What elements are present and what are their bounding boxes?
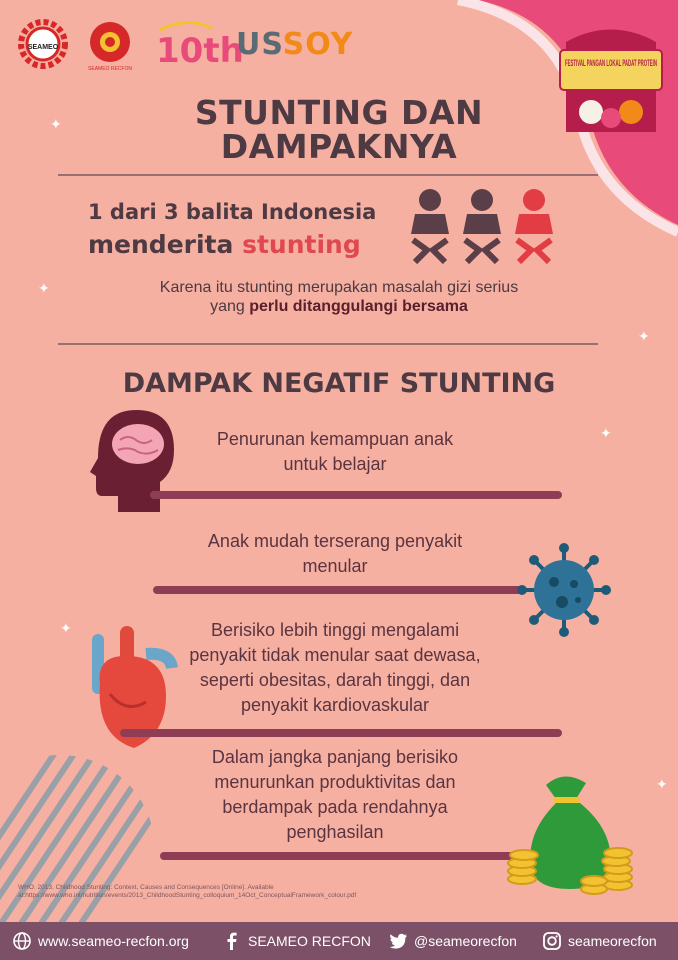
impact-2-line-2: menular <box>302 556 368 576</box>
footer-facebook[interactable] <box>222 931 371 951</box>
sparkle: ✦ <box>50 116 62 132</box>
impact-1-line-2: untuk belajar <box>283 454 387 474</box>
seameo-logo <box>18 19 68 69</box>
twitter-link[interactable]: @seameorecfon <box>414 933 517 949</box>
logo-row <box>18 14 353 74</box>
subtitle <box>0 278 678 316</box>
sparkle: ✦ <box>38 280 50 296</box>
tenth-logo-text: 10th <box>156 31 244 71</box>
stat-highlight: stunting <box>242 230 361 259</box>
impact-2-text <box>170 529 500 579</box>
impact-3-line-4: penyakit kardiovaskular <box>240 695 430 715</box>
stat-text: menderita <box>88 230 243 259</box>
seameo-logo-text: SEAMEO <box>27 44 59 51</box>
tenth-anniversary-logo <box>152 16 244 72</box>
stat-line-2 <box>88 230 361 259</box>
divider-top <box>58 174 598 176</box>
title-line-2: DAMPAKNYA <box>220 127 458 166</box>
impact-4-line-4: penghasilan <box>286 822 384 842</box>
sparkle: ✦ <box>60 620 72 636</box>
recfon-logo <box>82 16 138 72</box>
impact-3-text <box>160 618 510 718</box>
us-text: US <box>236 26 283 62</box>
soy-text: SOY <box>282 26 354 62</box>
impact-3-bar <box>120 729 562 737</box>
instagram-link[interactable]: seameorecfon <box>568 933 657 949</box>
facebook-link[interactable]: SEAMEO RECFON <box>248 933 371 949</box>
twitter-icon <box>388 931 408 951</box>
divider-middle <box>58 343 598 345</box>
page-title <box>0 93 678 166</box>
babies-icon <box>405 188 560 268</box>
impact-2-line-1: Anak mudah terserang penyakit <box>207 531 463 551</box>
virus-icon <box>516 542 612 638</box>
impact-4-line-1: Dalam jangka panjang berisiko <box>211 747 459 767</box>
subtitle-emphasis: perlu ditanggulangi bersama <box>249 298 468 315</box>
instagram-icon <box>542 931 562 951</box>
impact-4-line-3: berdampak pada rendahnya <box>222 797 448 817</box>
impact-3-line-3: seperti obesitas, darah tinggi, dan <box>199 670 471 690</box>
stripe-decoration <box>0 755 160 945</box>
impact-4-text <box>170 745 500 845</box>
impact-1-line-1: Penurunan kemampuan anak <box>216 429 454 449</box>
impact-3-line-1: Berisiko lebih tinggi mengalami <box>210 620 460 640</box>
footer-instagram[interactable] <box>542 931 657 951</box>
footer <box>0 922 678 960</box>
impact-1-bar <box>150 491 562 499</box>
globe-icon <box>12 931 32 951</box>
impact-2-bar <box>153 586 523 594</box>
festival-text: FESTIVAL PANGAN LOKAL PADAT PROTEIN <box>565 58 657 68</box>
title-line-1: STUNTING DAN <box>194 93 484 132</box>
sparkle: ✦ <box>638 328 650 344</box>
impact-3-line-2: penyakit tidak menular saat dewasa, <box>189 645 481 665</box>
subtitle-line-1: Karena itu stunting merupakan masalah gizi serius <box>159 279 519 296</box>
footer-website[interactable] <box>12 931 189 951</box>
facebook-icon <box>222 931 242 951</box>
stat-line-1: 1 dari 3 balita Indonesia <box>88 200 377 224</box>
impact-1-text <box>190 427 480 477</box>
section-heading: DAMPAK NEGATIF STUNTING <box>122 368 556 399</box>
us-soy-logo <box>236 27 353 62</box>
impact-4-bar <box>160 852 520 860</box>
reference-text: WHO. 2013. Childhood Stunting: Context, Causes and Consequences [Online]. Available at:https://www.who.int/nutrition/events/2013_ChildhoodStunting_colloquium_14Oct_ConceptualFramework_colour.pdf <box>18 884 357 899</box>
sparkle: ✦ <box>600 425 612 441</box>
subtitle-text: yang <box>210 298 250 315</box>
subtitle-line-2 <box>0 297 678 316</box>
sparkle: ✦ <box>656 776 668 792</box>
recfon-logo-text: SEAMEO RECFON <box>88 66 132 72</box>
footer-twitter[interactable] <box>388 931 517 951</box>
money-bag-icon <box>506 765 634 897</box>
impact-4-line-2: menurunkan produktivitas dan <box>214 772 456 792</box>
website-link[interactable]: www.seameo-recfon.org <box>38 933 189 949</box>
